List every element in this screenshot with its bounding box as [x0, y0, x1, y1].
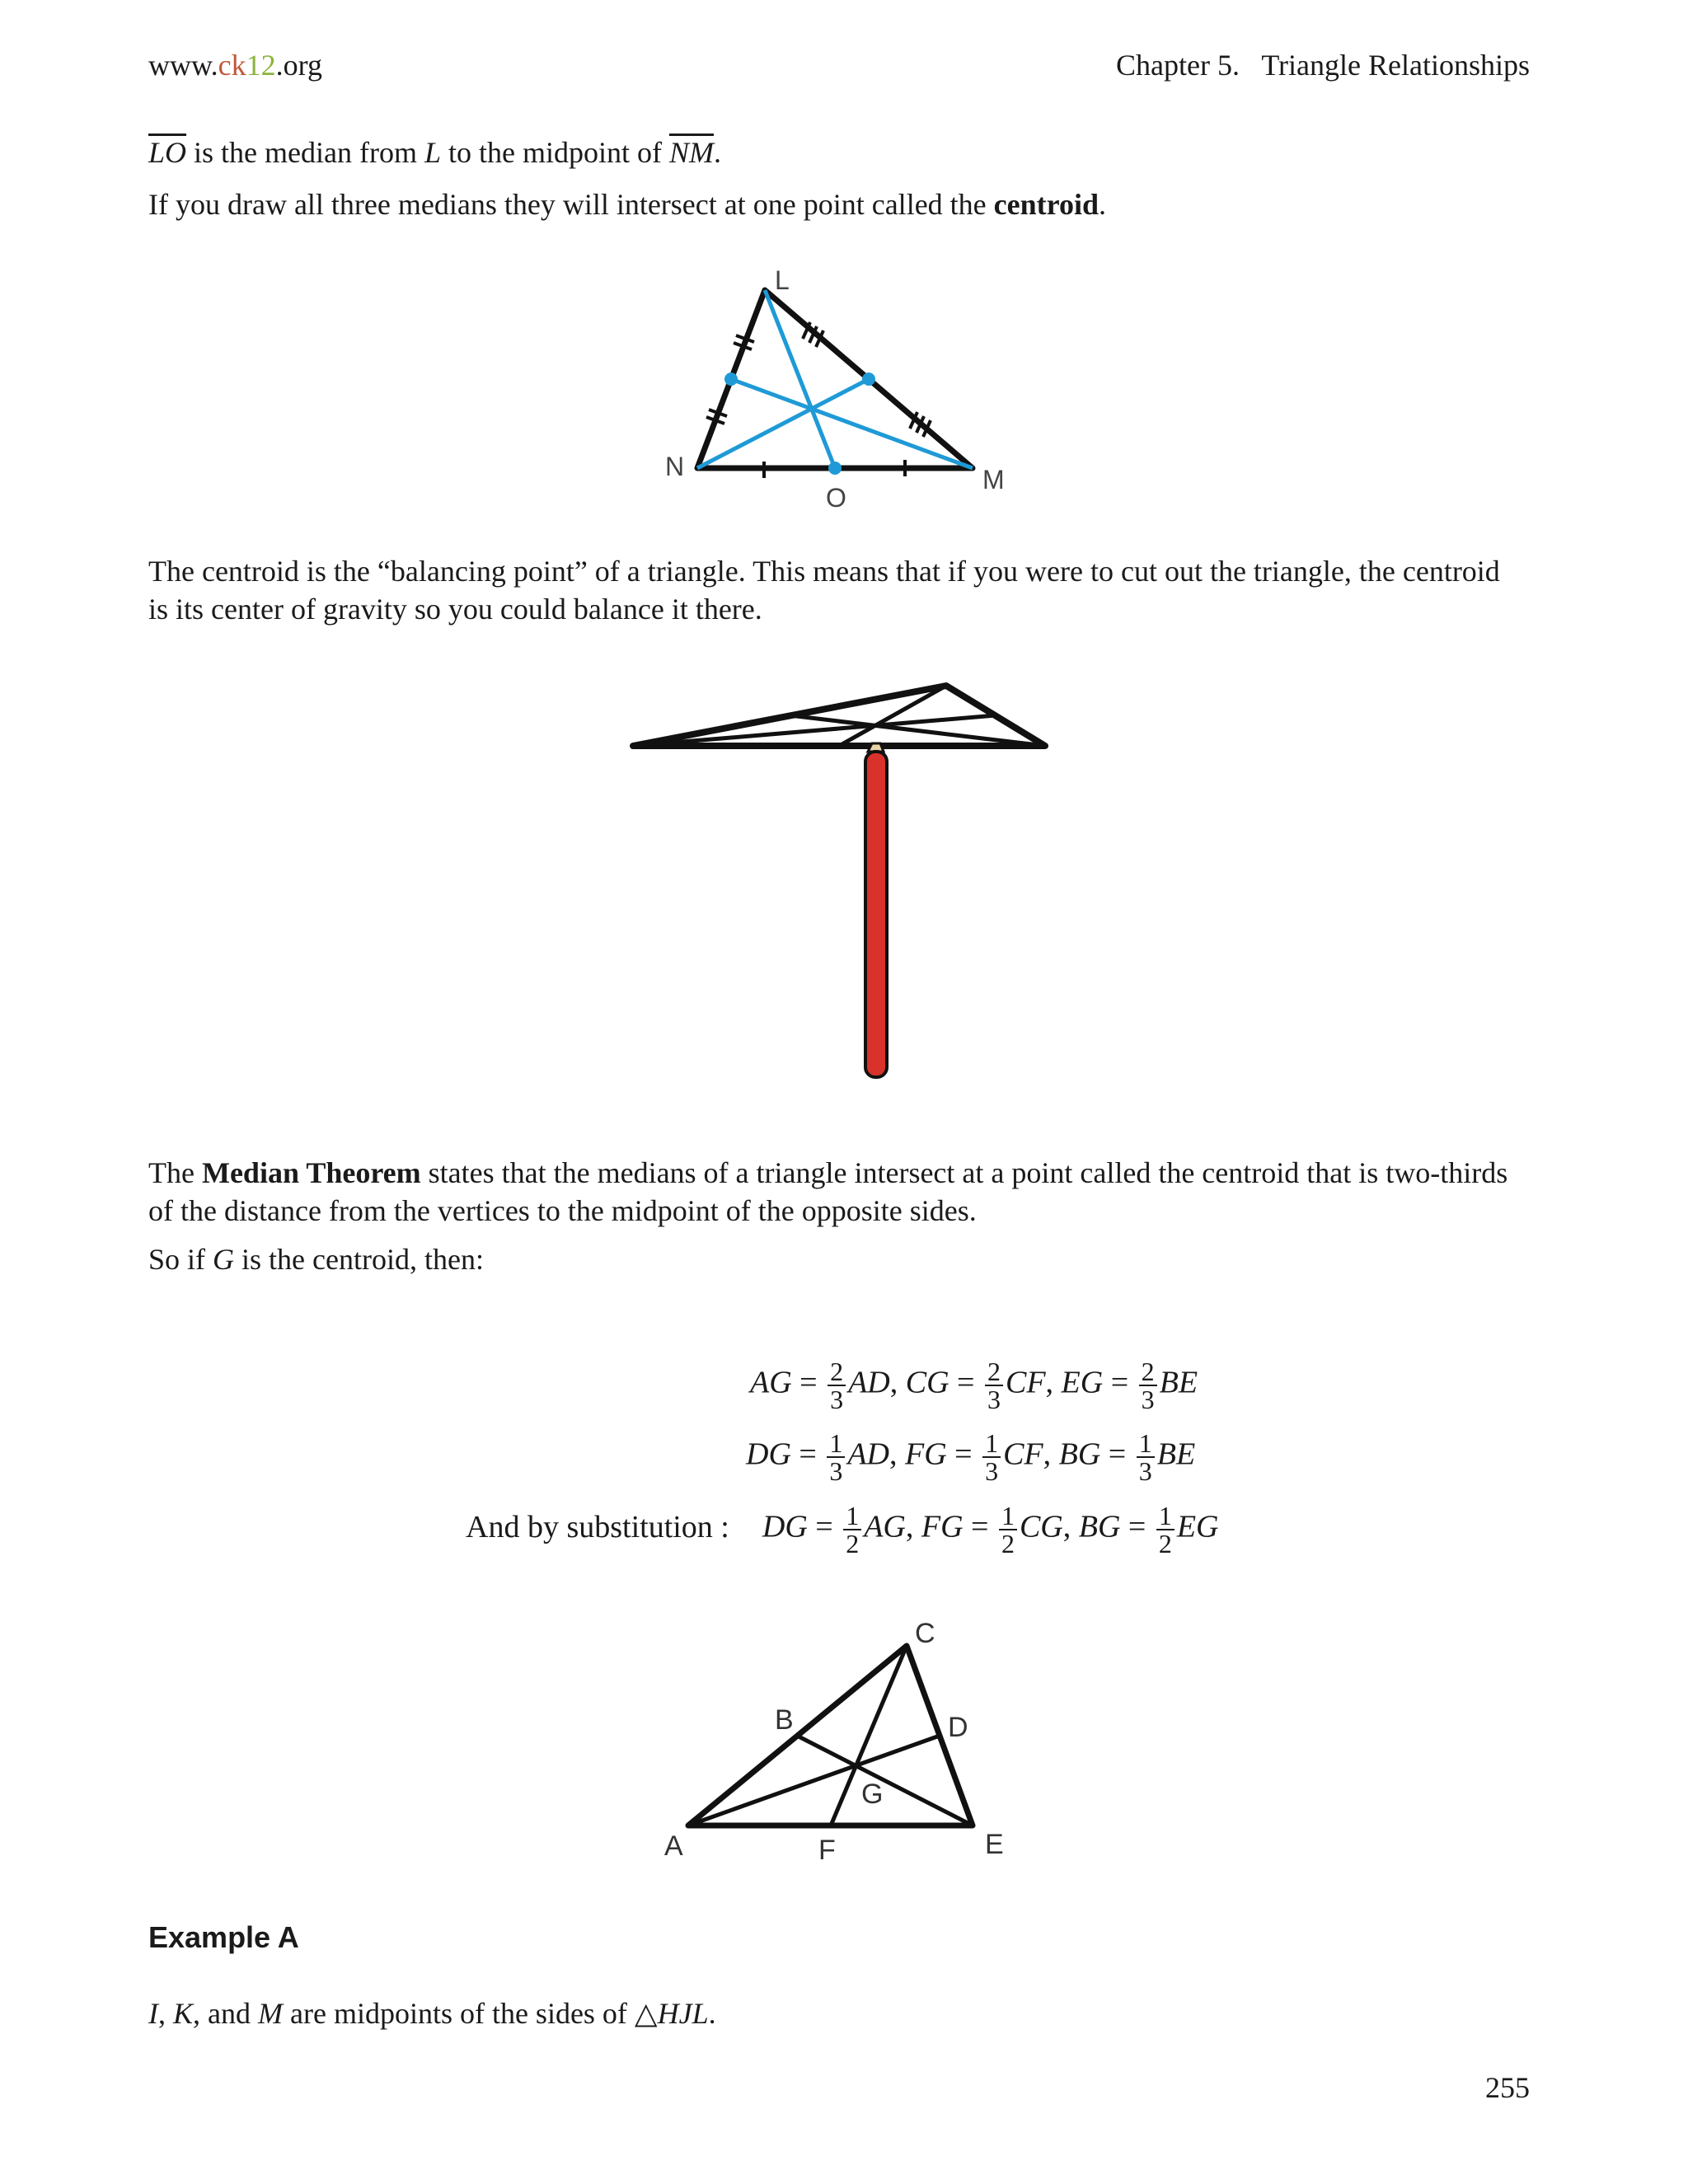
eq-term: FG: [921, 1509, 964, 1544]
eq-term: EG: [1176, 1509, 1219, 1544]
numerator: 1: [843, 1502, 861, 1530]
equation-row-1: AG = $\frac{2}{3}$ AD, CG = $\frac{2}{3}$ CF, EG = $\frac{2}{3}$ BE: [750, 1357, 1198, 1414]
label-m: M: [982, 465, 1005, 494]
segment-lo: $\overline{LO}$: [148, 136, 187, 169]
denominator: 2: [1001, 1529, 1015, 1558]
text-fragment: ,: [158, 1997, 173, 2030]
text-fragment: If you draw all three medians they will intersect at one point called the: [148, 188, 994, 221]
var-m: M: [258, 1997, 283, 2030]
midpoint-lm-dot: [862, 373, 875, 386]
denominator: 3: [987, 1385, 1001, 1414]
denominator: 2: [846, 1529, 860, 1558]
var-g: G: [213, 1243, 235, 1276]
label-b: B: [775, 1704, 794, 1736]
site-url-ck: ck: [218, 49, 246, 82]
median-theorem-term: Median Theorem: [201, 1156, 421, 1189]
eq-term: CF: [1005, 1365, 1046, 1400]
text-line: of the distance from the vertices to the midpoint of the opposite sides.: [148, 1194, 977, 1227]
triangle-outline: [697, 290, 973, 468]
text-fragment: to the midpoint of: [441, 136, 669, 169]
eq-term: AG: [750, 1365, 792, 1400]
median-theorem-text: [148, 1154, 1507, 1230]
label-e: E: [985, 1829, 1004, 1860]
eq-term: AD: [848, 1365, 890, 1400]
midpoint-o-dot: [828, 462, 842, 475]
label-a: A: [664, 1830, 683, 1862]
eq-term: AD: [847, 1436, 889, 1472]
text-fragment: , and: [193, 1997, 258, 2030]
eq-term: BE: [1156, 1436, 1196, 1472]
numerator: 1: [999, 1502, 1017, 1530]
eq-term: AG: [864, 1509, 906, 1544]
text-line: is its center of gravity so you could balance it there.: [148, 593, 762, 626]
fraction: [1137, 1430, 1155, 1484]
eq-term: CF: [1003, 1436, 1043, 1472]
numerator: 1: [1156, 1502, 1175, 1530]
eq-term: BG: [1078, 1509, 1121, 1544]
midpoint-ln-dot: [724, 373, 738, 386]
eq-term: CG: [1019, 1509, 1063, 1544]
centroid-condition-text: [148, 1240, 484, 1278]
site-url-suffix: .org: [275, 49, 322, 82]
text-fragment: .: [713, 136, 721, 169]
numerator: 1: [982, 1430, 1001, 1458]
denominator: 3: [985, 1456, 999, 1486]
equation-row-2: DG = $\frac{1}{3}$ AD, FG = $\frac{1}{3}$ CF, BG = $\frac{1}{3}$ BE: [746, 1428, 1196, 1486]
pencil-body: [865, 752, 887, 1077]
label-d: D: [948, 1712, 968, 1743]
text-fragment: are midpoints of the sides of: [283, 1997, 635, 2030]
triangle-symbol: △: [634, 1997, 658, 2030]
medians: [697, 290, 973, 468]
denominator: 3: [830, 1385, 844, 1414]
denominator: 2: [1158, 1529, 1172, 1558]
eq-term: DG: [762, 1509, 808, 1544]
example-a-text: [148, 1994, 716, 2032]
chapter-title: Chapter 5. Triangle Relationships: [1116, 49, 1530, 82]
eq-term: CG: [905, 1365, 950, 1400]
label-g: G: [861, 1779, 884, 1810]
centroid-intro-text: [148, 185, 1106, 223]
label-c: C: [915, 1618, 935, 1649]
triangle-lnm-medians-figure: [651, 260, 1030, 515]
equation-row-3: And by substitution : DG = $\frac{1}{2}$ AG, FG = $\frac{1}{2}$ CG, BG = $\frac{1}{2}$ EG: [466, 1501, 1219, 1558]
numerator: 2: [828, 1358, 846, 1386]
label-f: F: [818, 1835, 836, 1866]
substitution-label: And by substitution :: [466, 1509, 729, 1544]
text-fragment: .: [708, 1997, 716, 2030]
eq-term: BG: [1058, 1436, 1101, 1472]
triangle-name: HJL: [657, 1997, 709, 2030]
var-i: I: [148, 1997, 158, 2030]
numerator: 2: [1139, 1358, 1157, 1386]
var-k: K: [173, 1997, 194, 2030]
text-line: The centroid is the “balancing point” of a triangle. This means that if you were to cut out the triangle, the centroid: [148, 555, 1500, 588]
text-fragment: So if: [148, 1243, 213, 1276]
text-fragment: The: [148, 1156, 202, 1189]
eq-term: BE: [1159, 1365, 1198, 1400]
text-fragment: states that the medians of a triangle intersect at a point called the centroid that is two-thirds: [420, 1156, 1508, 1189]
label-o: O: [826, 483, 846, 513]
var-l: L: [424, 136, 441, 169]
numerator: 2: [985, 1358, 1003, 1386]
denominator: 3: [1141, 1385, 1155, 1414]
centroid-term: centroid: [993, 188, 1099, 221]
eq-term: EG: [1061, 1365, 1104, 1400]
site-url-12: 12: [246, 49, 276, 82]
example-a-heading: Example A: [148, 1920, 299, 1954]
balanced-triangle-pencil-figure: [618, 676, 1063, 1088]
numerator: 1: [1137, 1430, 1155, 1458]
fraction: [999, 1502, 1017, 1557]
denominator: 3: [829, 1456, 843, 1486]
fraction: [1139, 1358, 1157, 1413]
fraction: [828, 1358, 846, 1413]
text-fragment: .: [1098, 188, 1106, 221]
median-definition-text: [148, 134, 721, 171]
fraction: [985, 1358, 1003, 1413]
label-n: N: [665, 452, 685, 481]
median-m: [731, 379, 973, 468]
median-a-d: [688, 1736, 940, 1825]
balancing-point-text: [148, 552, 1500, 628]
fraction: [827, 1430, 845, 1484]
page-number: 255: [1485, 2071, 1530, 2104]
text-line: [148, 1154, 1507, 1192]
site-url-prefix: www.: [148, 49, 218, 82]
fraction: [1156, 1502, 1175, 1557]
triangle-ace-centroid-figure: [651, 1611, 1039, 1875]
triangle-ace-medians: [688, 1646, 973, 1825]
numerator: 1: [827, 1430, 845, 1458]
fraction: [843, 1502, 861, 1557]
text-fragment: is the centroid, then:: [234, 1243, 484, 1276]
fraction: [982, 1430, 1001, 1484]
label-l: L: [775, 265, 790, 295]
denominator: 3: [1138, 1456, 1152, 1486]
triangle-ace-outline: [688, 1646, 973, 1825]
eq-term: DG: [746, 1436, 791, 1472]
eq-term: FG: [904, 1436, 947, 1472]
text-fragment: is the median from: [186, 136, 424, 169]
segment-nm: $\overline{NM}$: [668, 136, 714, 169]
site-url: [148, 48, 322, 82]
